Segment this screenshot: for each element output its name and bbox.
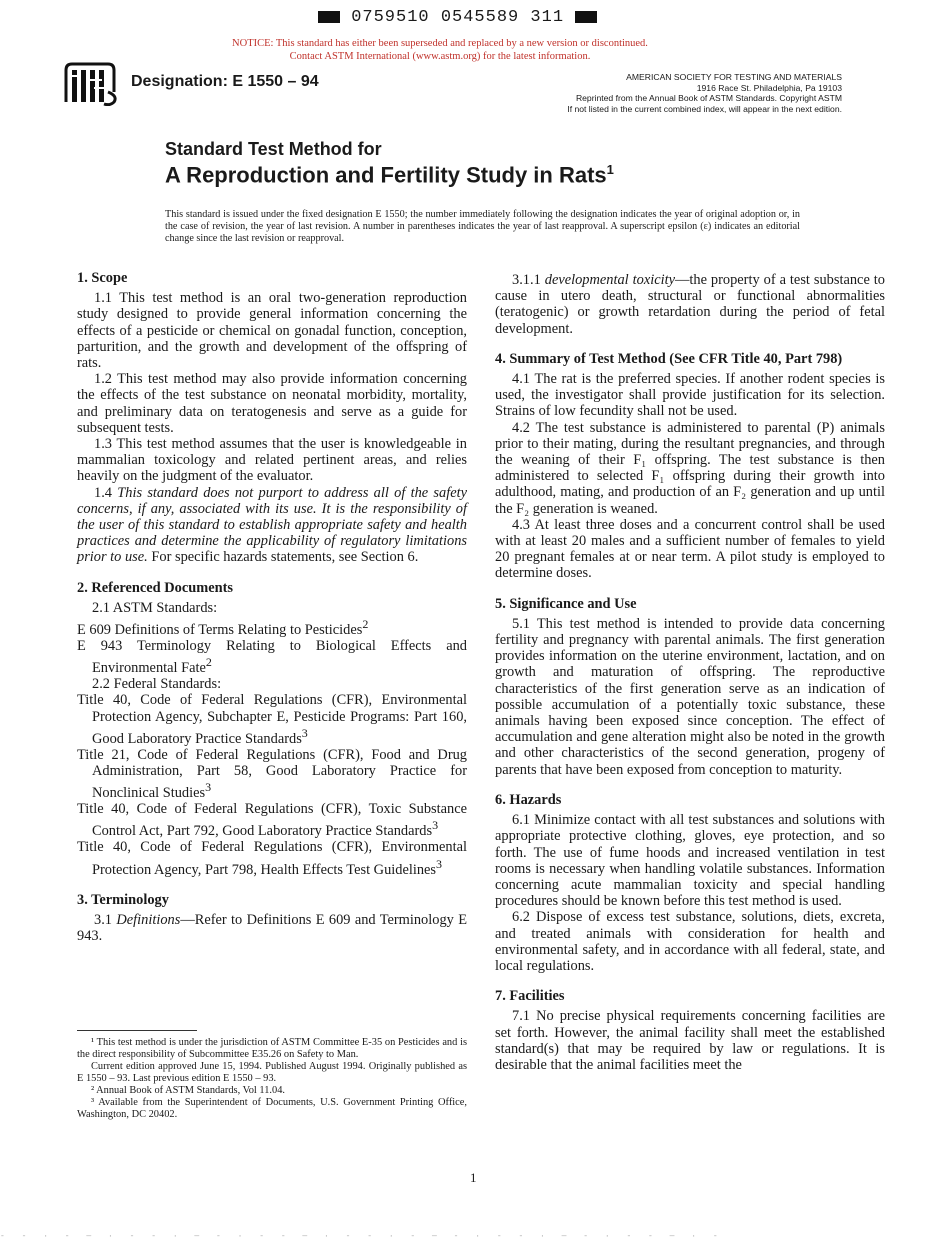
barcode (318, 8, 618, 26)
listing-note: If not listed in the current combined index, will appear in the next edition. (567, 103, 842, 114)
section-heading-scope: 1. Scope (77, 270, 128, 286)
subheading-federal-standards (77, 676, 467, 692)
notice-line-2: Contact ASTM International (www.astm.org) for the latest information. (289, 51, 591, 62)
term-definitions: Definitions (116, 911, 181, 928)
footnote-1: ¹ This test method is under the jurisdiction of ASTM Committee E-35 on Pesticides and is the direct responsibility of Subcommittee E35.26 on Safety to Man. (77, 1037, 467, 1060)
society-name: AMERICAN SOCIETY FOR TESTING AND MATERIALS (626, 72, 842, 82)
astm-logo-icon (58, 62, 122, 106)
barcode-block-left (318, 11, 340, 23)
footnotes (77, 1037, 467, 1121)
reference-text: Title 40, Code of Federal Regulations (CFR), Environmental Protection Agency, Subchapter E, Pesticide Programs: Part 160, Good Laboratory Practice Standards (77, 692, 467, 747)
reference-text: E 943 Terminology Relating to Biological Effects and Environmental Fate (77, 638, 467, 677)
notice-line-1: NOTICE: This standard has either been superseded and replaced by a new version or discontinued. (232, 38, 648, 49)
document-title: A Reproduction and Fertility Study in Rats (165, 162, 607, 188)
paragraph-number: 1.4 (94, 484, 112, 501)
reprint-note: Reprinted from the Annual Book of ASTM Standards. Copyright ASTM (575, 93, 842, 104)
paragraph-4-3: 4.3 At least three doses and a concurrent control shall be used with at least 20 males and a sufficient number of females to yield 20 pregnant females at or near term. A pilot study is employed to determine doses. (495, 516, 885, 582)
title-line-2 (165, 162, 614, 188)
subheading-astm-standards (77, 600, 467, 616)
paragraph-6-2: 6.2 Dispose of excess test substance, solutions, diets, excreta, and treated animals with consideration for health and environmental safety, and in accordance with all federal, state, and local regulations. (495, 909, 885, 974)
right-column (495, 272, 885, 1073)
title-footnote-marker: 1 (606, 162, 614, 177)
definition-text: —the property of a test substance to cause in utero death, structural or functional abnormalities (teratogenic) or growth retardation during the period of fetal development. (495, 272, 885, 337)
section-heading-significance: 5. Significance and Use (495, 595, 637, 612)
paragraph-4-2: 4.2 The test substance is administered to parental (P) animals prior to their mating, during the resultant pregnancies, and through the weaning of their F₁ offspring. The test substance is then administered to selected F₁ offspring during their growth into adulthood, mating, and production of an F₂ generation and up until the F₂ generation is weaned. (495, 419, 885, 517)
paragraph-6-1: 6.1 Minimize contact with all test substances and solutions with appropriate protective clothing, gloves, eye protection, and so forth. The use of fume hoods and increased ventilation in test rooms is necessary when handling volatile substances. Information concerning acute mammalian toxicity and special handling procedures should be known before this test method is used. (495, 812, 885, 910)
reference-text: Title 40, Code of Federal Regulations (CFR), Environmental Protection Agency, Part 798, Health Effects Test Guidelines (77, 839, 467, 878)
paragraph-3-1 (77, 912, 467, 944)
section-heading-referenced-documents: 2. Referenced Documents (77, 579, 233, 596)
paragraph-1-4 (77, 485, 467, 566)
astm-logo (58, 62, 122, 106)
section-heading-terminology: 3. Terminology (77, 891, 169, 908)
barcode-block-right (575, 11, 597, 23)
paragraph-1-1: 1.1 This test method is an oral two-generation reproduction study designed to provide general information concerning the effects of a pesticide or chemical on gonadal function, conception, parturition, and the growth and development of the offspring of rats. (77, 290, 467, 372)
section-heading-facilities: 7. Facilities (495, 988, 565, 1005)
hazards-pointer: For specific hazards statements, see Section 6. (151, 549, 419, 566)
paragraph-3-1-1 (495, 272, 885, 337)
footnote-2: ² Annual Book of ASTM Standards, Vol 11.04. (91, 1085, 286, 1096)
left-column (77, 270, 467, 944)
supersession-notice (190, 37, 690, 63)
reference-cfr-40-792 (77, 801, 467, 839)
footnote-marker: 3 (301, 725, 308, 740)
definitions-text: —Refer to Definitions E 609 and Terminology E 943. (77, 911, 467, 945)
footnote-3: ³ Available from the Superintendent of Documents, U.S. Government Printing Office, Washington, DC 20402. (77, 1097, 467, 1120)
reference-text: E 609 Definitions of Terms Relating to Pesticides (77, 621, 363, 638)
term-developmental-toxicity: developmental toxicity (544, 272, 675, 288)
reference-cfr-40-160 (77, 692, 467, 746)
footnote-marker: 3 (205, 780, 212, 795)
paragraph-4-1: 4.1 The rat is the preferred species. If another rodent species is used, the investigator shall provide justification for its selection. Strains of low fecundity shall not be used. (495, 371, 885, 420)
section-heading-summary: 4. Summary of Test Method (See CFR Title 40, Part 798) (495, 350, 843, 367)
title-line-1: Standard Test Method for (165, 139, 382, 159)
issued-note: This standard is issued under the fixed designation E 1550; the number immediately following the designation indicates the year of original adoption or, in the case of revision, the year of last revision. A number in parentheses indicates the year of last reapproval. A superscript epsilon (ε) indicates an editorial change since the last revision or reapproval. (165, 209, 800, 244)
paragraph-7-1: 7.1 No precise physical requirements concerning facilities are set forth. However, the animal facility shall meet the established standard(s) that may be required by law or regulations. It is desirable that the animal facilities meet the (495, 1008, 885, 1073)
reference-text: Title 40, Code of Federal Regulations (CFR), Toxic Substance Control Act, Part 792, Good Laboratory Practice Standards (77, 801, 467, 840)
designation: Designation: E 1550 – 94 (131, 73, 319, 90)
footnote-marker: 2 (362, 617, 369, 632)
paragraph-1-2: 1.2 This test method may also provide information concerning the effects of the test substance on neonatal morbidity, mortality, and preliminary data on teratogenesis and serve as a guide for subsequent tests. (77, 371, 467, 436)
footnote-marker: 2 (205, 655, 212, 670)
scan-artifacts: - - · - — · - - · — - · - - — · - - · - — - · - - · — - · - - — · - (0, 1232, 724, 1241)
page-number: 1 (470, 1170, 477, 1185)
barcode-number: 0759510 0545589 311 (351, 8, 565, 27)
paragraph-number: 3.1.1 (512, 272, 541, 288)
reference-e609 (77, 616, 467, 638)
paragraph-1-3: 1.3 This test method assumes that the user is knowledgeable in mammalian toxicology and related pertinent areas, and relies heavily on the judgment of the evaluator. (77, 436, 467, 485)
safety-caveat: This standard does not purport to address all of the safety concerns, if any, associated with its use. It is the responsibility of the user of this standard to establish appropriate safety and health practices and determine the applicability of regulatory limitations prior to use. (77, 484, 467, 566)
society-address: 1916 Race St. Philadelphia, Pa 19103 (696, 82, 842, 93)
publisher-block (480, 72, 842, 114)
astm-standards-label: 2.1 ASTM Standards: (92, 599, 218, 616)
footnote-marker: 3 (436, 856, 443, 871)
footnote-1-edition: Current edition approved June 15, 1994. Published August 1994. Originally published as E 1550 – 93. Last previous edition E 1550 – 93. (77, 1061, 467, 1084)
reference-cfr-21-58 (77, 747, 467, 801)
paragraph-5-1: 5.1 This test method is intended to provide data concerning fertility and pregnancy with parental animals. The first generation provides information on the uterine environment, lactation, and on growth and maturation of offspring. The reproductive characteristics of the first generation serve as an indication of possible accumulation of a potentially toxic substance, these animals having been exposed since conception. The effect of accumulation and gene alteration might also be noted in the growth and other characteristics of the second generation, progeny of parents that have been exposed from conception to maturity. (495, 615, 885, 778)
footnote-marker: 3 (432, 818, 439, 833)
federal-standards-label: 2.2 Federal Standards: (92, 676, 222, 693)
reference-e943 (77, 638, 467, 676)
paragraph-number: 3.1 (94, 911, 112, 928)
reference-text: Title 21, Code of Federal Regulations (CFR), Food and Drug Administration, Part 58, Good Laboratory Practice for Nonclinical Studies (77, 746, 467, 802)
reference-cfr-40-798 (77, 839, 467, 877)
footnote-rule (77, 1030, 197, 1031)
section-heading-hazards: 6. Hazards (495, 791, 562, 808)
